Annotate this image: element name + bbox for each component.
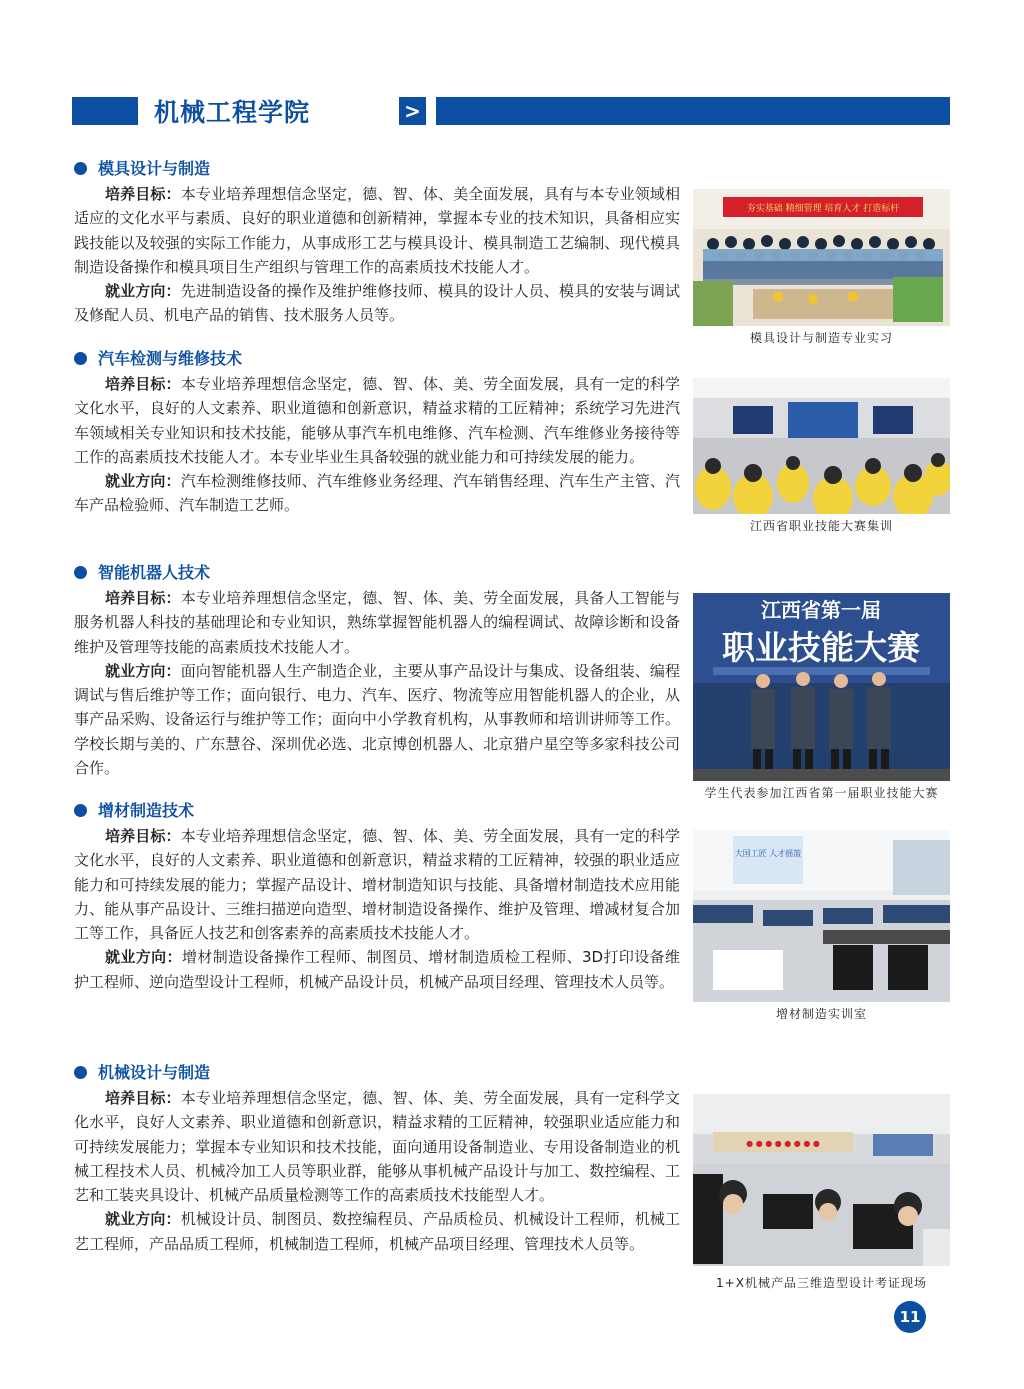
training-goal (74, 586, 680, 659)
competition-photo-illustration (693, 593, 950, 781)
page-title: 机械工程学院 (154, 98, 311, 127)
photo-competition (693, 593, 950, 781)
photo-skills-training (693, 378, 950, 514)
poster-title-line1: 江西省第一届 (761, 598, 881, 622)
bullet-dot-icon (74, 1066, 87, 1079)
training-goal (74, 1086, 680, 1207)
program-section-robotics (74, 560, 680, 780)
job-text: 面向智能机器人生产制造企业，主要从事产品设计与集成、设备组装、编程调试与售后维护等工作；面向银行、电力、汽车、医疗、物流等应用智能机器人的企业，从事产品采购、设备运行与维护等工作；面向中小学教育机构，从事教师和培训讲师等工作。学校长期与美的、广东慧谷、深圳优必选、北京博创机器人、北京猎户星空等多家科技公司合作。 (74, 661, 680, 778)
employment-direction (74, 945, 680, 994)
goal-text: 本专业培养理想信念坚定，德、智、体、美、劳全面发展，具有一定的科学文化水平，良好的人文素养、职业道德和创新意识，精益求精的工匠精神；系统学习先进汽车领域相关专业知识和技术技能，能够从事汽车机电维修、汽车检测、汽车维修业务接待等工作的高素质技术技能人才。本专业毕业生具备较强的就业能力和可持续发展的能力。 (74, 375, 680, 466)
goal-text: 本专业培养理想信念坚定，德、智、体、美全面发展，具有与本专业领域相适应的文化水平与素质、良好的职业道德和创新精神，掌握本专业的技术知识，具备相应实践技能以及较强的实际工作能力，从事成形工艺与模具设计、模具制造工艺编制、现代模具制造设备操作和模具项目生产组织与管理工作的高素质技术技能人才。 (74, 185, 680, 276)
program-title: 增材制造技术 (74, 798, 680, 824)
program-title: 智能机器人技术 (74, 560, 680, 586)
internship-photo-illustration (693, 189, 950, 326)
program-section-auto-repair (74, 346, 680, 518)
goal-label: 培养目标： (105, 827, 181, 845)
job-label: 就业方向： (105, 1210, 181, 1229)
goal-text: 本专业培养理想信念坚定，德、智、体、美、劳全面发展，具备人工智能与服务机器人科技的基础理论和专业知识，熟练掌握智能机器人的编程调试、故障诊断和设备维护及管理等技能的高素质技术技能人才。 (74, 589, 680, 656)
job-text: 增材制造设备操作工程师、制图员、增材制造质检工程师、3D打印设备维护工程师、逆向造型设计工程师，机械产品设计员，机械产品项目经理、管理技术人员等。 (74, 948, 680, 991)
program-section-mold-design (74, 156, 680, 328)
photo-caption: 增材制造实训室 (775, 1007, 867, 1021)
goal-label: 培养目标： (105, 375, 181, 393)
page-number-badge: 11 (894, 1301, 926, 1333)
goal-label: 培养目标： (105, 589, 181, 607)
goal-label: 培养目标： (105, 1089, 181, 1107)
job-label: 就业方向： (105, 472, 181, 491)
photo-exam-site (693, 1094, 950, 1266)
lab-wall-text: 大国工匠 人才摇篮 (734, 849, 802, 858)
program-title: 汽车检测与维修技术 (74, 346, 680, 372)
job-label: 就业方向： (105, 661, 181, 680)
training-goal (74, 182, 680, 279)
employment-direction (74, 1207, 680, 1256)
training-goal (74, 824, 680, 945)
program-section-mech-design (74, 1060, 680, 1256)
section-header (72, 97, 950, 125)
training-goal (74, 372, 680, 469)
goal-text: 本专业培养理想信念坚定，德、智、体、美、劳全面发展，具有一定的科学文化水平，良好的人文素养、职业道德和创新意识，精益求精的工匠精神，较强的职业适应能力和可持续发展的能力；掌握产品设计、增材制造知识与技能、具备增材制造技术应用能力、能从事产品设计、三维扫描逆向造型、增材制造设备操作、维护及管理、增减材复合加工等工作，具备匠人技艺和创客素养的高素质技术技能人才。 (74, 827, 680, 943)
photo-caption: 江西省职业技能大赛集训 (749, 519, 893, 533)
bullet-dot-icon (74, 352, 87, 365)
exam-photo-illustration (693, 1094, 950, 1266)
bullet-dot-icon (74, 566, 87, 579)
program-title: 机械设计与制造 (74, 1060, 680, 1086)
job-label: 就业方向： (105, 282, 181, 301)
program-title: 模具设计与制造 (74, 156, 680, 182)
bullet-dot-icon (74, 804, 87, 817)
photo-additive-lab (693, 830, 950, 1002)
exam-banner-text: ● ● ● ● ● ● ● ● (746, 1139, 820, 1148)
header-bar-left (72, 97, 138, 125)
job-label: 就业方向： (105, 948, 182, 967)
bullet-dot-icon (74, 162, 87, 175)
employment-direction (74, 279, 680, 328)
photo-caption: 学生代表参加江西省第一届职业技能大赛 (704, 786, 939, 800)
lab-photo-illustration (693, 830, 950, 1002)
header-arrow-icon: > (399, 97, 426, 125)
employment-direction (74, 659, 680, 780)
photo-internship-group (693, 189, 950, 326)
goal-label: 培养目标： (105, 185, 181, 203)
job-text: 汽车检测维修技师、汽车维修业务经理、汽车销售经理、汽车生产主管、汽车产品检验师、汽车制造工艺师。 (74, 472, 680, 515)
job-text: 先进制造设备的操作及维护维修技师、模具的设计人员、模具的安装与调试及修配人员、机电产品的销售、技术服务人员等。 (74, 282, 680, 325)
goal-text: 本专业培养理想信念坚定，德、智、体、美、劳全面发展，具有一定科学文化水平，良好人文素养、职业道德和创新意识，精益求精的工匠精神，较强职业适应能力和可持续发展能力；掌握本专业知识和技术技能，面向通用设备制造业、专用设备制造业的机械工程技术人员、机械冷加工人员等职业群，能够从事机械产品设计与加工、数控编程、工艺和工装夹具设计、机械产品质量检测等工作的高素质技术技能型人才。 (74, 1089, 680, 1205)
employment-direction (74, 469, 680, 518)
photo-caption: 模具设计与制造专业实习 (749, 331, 893, 345)
job-text: 机械设计员、制图员、数控编程员、产品质检员、机械设计工程师，机械工艺工程师，产品品质工程师，机械制造工程师，机械产品项目经理、管理技术人员等。 (74, 1210, 680, 1253)
header-bar-right (436, 97, 950, 125)
photo-caption: 1+X机械产品三维造型设计考证现场 (716, 1276, 927, 1290)
poster-title-line2: 职业技能大赛 (722, 628, 920, 667)
program-section-additive (74, 798, 680, 994)
classroom-photo-illustration (693, 378, 950, 514)
banner-text: 夯实基础 精细管理 培育人才 打造标杆 (746, 204, 900, 214)
